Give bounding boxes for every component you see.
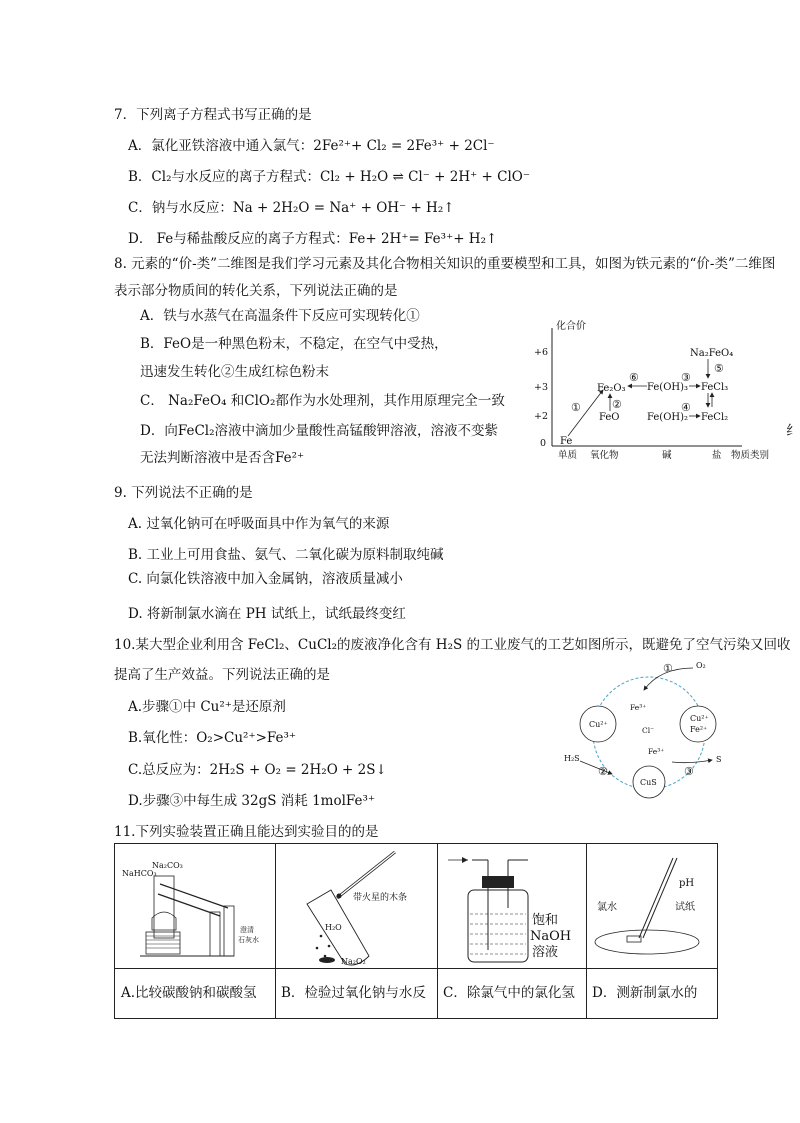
iron-valence-diagram <box>528 318 784 464</box>
q7-option-b: B．Cl₂与水反应的离子方程式：Cl₂ + H₂O ⇌ Cl⁻ + 2H⁺ + ClO⁻ <box>128 169 530 185</box>
h2s-label: H₂S <box>564 754 580 763</box>
node-feo: FeO <box>599 412 620 423</box>
q7-option-d: D． Fe与稀盐酸反应的离子方程式：Fe+ 2H⁺= Fe³⁺+ H₂↑ <box>128 231 498 247</box>
step-3-label: ③ <box>681 371 691 384</box>
solution-label-1: 饱和 <box>532 913 559 928</box>
fe2-label: Fe²⁺ <box>690 725 708 734</box>
q9-option-a: A. 过氧化钠可在呼吸面具中作为氧气的来源 <box>128 516 390 532</box>
node-fe2o3: Fe₂O₃ <box>597 383 626 394</box>
cu2-fe2-node <box>680 706 716 742</box>
cl-label: Cl⁻ <box>642 726 655 735</box>
q10-option-a: A.步骤①中 Cu²⁺是还原剂 <box>128 699 286 715</box>
step-2-label: ② <box>598 765 608 778</box>
q10-stem-line1: 10.某大型企业利用含 FeCl₂、CuCl₂的废液净化含有 H₂S 的工业废气的工艺如图所示，既避免了空气污染又回收 <box>114 637 791 653</box>
q8-option-d-line2: 无法判断溶液中是否含Fe²⁺ <box>140 450 305 466</box>
step-4-label: ④ <box>681 401 691 414</box>
y-tick-3: +3 <box>534 382 549 393</box>
apparatus-c <box>438 846 584 966</box>
q8-option-d-line1: D．向FeCl₂溶液中滴加少量酸性高锰酸钾溶液，溶液不变紫 <box>140 423 498 439</box>
q9-option-d: D. 将新制氯水滴在 PH 试纸上，试纸最终变红 <box>128 606 406 622</box>
solution-label-2: NaOH <box>530 929 572 944</box>
q10-option-c: C.总反应为：2H₂S + O₂ = 2H₂O + 2S↓ <box>128 762 387 778</box>
q9-option-b: B. 工业上可用食盐、氨气、二氧化碳为原料制取纯碱 <box>128 547 444 563</box>
x-cat-base: 碱 <box>662 450 672 461</box>
apparatus-d <box>587 846 717 966</box>
q8-option-a: A．铁与水蒸气在高温条件下反应可实现转化① <box>140 308 420 324</box>
na2co3-label: Na₂CO₃ <box>152 861 183 870</box>
h2o-label: H₂O <box>325 923 342 932</box>
o2-label: O₂ <box>696 661 706 670</box>
q9-option-c: C. 向氯化铁溶液中加入金属钠，溶液质量减小 <box>128 571 403 587</box>
chlorine-water-label: 氯水 <box>597 902 617 913</box>
fe3-label-bottom: Fe³⁺ <box>648 747 665 756</box>
caption-d: D．测新制氯水的 <box>592 985 698 1001</box>
step-3-label: ③ <box>684 765 694 778</box>
fe3-label-top: Fe³⁺ <box>630 703 647 712</box>
step-5-label: ⑤ <box>714 362 724 375</box>
q7-stem: 7．下列离子方程式书写正确的是 <box>114 107 312 123</box>
y-axis-label: 化合价 <box>556 321 586 332</box>
q8-stem-line1: 8. 元素的“价-类”二维图是我们学习元素及其化合物相关知识的重要模型和工具，如图为铁元素的“价-类”二维图 <box>114 256 776 272</box>
na2o2-label: Na₂O₂ <box>341 957 366 966</box>
cu2-label-b: Cu²⁺ <box>690 714 709 723</box>
s-label: S <box>716 755 722 764</box>
step-1-label: ① <box>663 662 673 675</box>
q10-option-b: B.氧化性：O₂>Cu²⁺>Fe³⁺ <box>128 730 297 746</box>
caption-b: B．检验过氧化钠与水反 <box>281 985 426 1001</box>
lime-label-1: 澄清 <box>240 926 254 934</box>
q8-option-b-line1: B．FeO是一种黑色粉末，不稳定，在空气中受热， <box>140 336 448 352</box>
node-fecl2: FeCl₂ <box>701 412 729 423</box>
x-cat-salt: 盐 <box>712 450 722 461</box>
caption-a: A.比较碳酸钠和碳酸氢 <box>121 985 257 1001</box>
caption-c: C．除氯气中的氯化氢 <box>443 985 575 1001</box>
y-tick-2: +2 <box>534 411 549 422</box>
q10-stem-line2: 提高了生产效益。下列说法正确的是 <box>114 667 330 683</box>
x-cat-element: 单质 <box>558 450 578 461</box>
q11-stem: 11.下列实验装置正确且能达到实验目的的是 <box>114 824 379 840</box>
node-na2feo4: Na₂FeO₄ <box>690 348 734 359</box>
cu2-label: Cu²⁺ <box>589 720 608 729</box>
lime-label-2: 石灰水 <box>238 936 259 944</box>
q7-option-a: A．氯化亚铁溶液中通入氯气：2Fe²⁺+ Cl₂ = 2Fe³⁺ + 2Cl⁻ <box>128 138 495 154</box>
q9-stem: 9. 下列说法不正确的是 <box>114 485 253 501</box>
q10-option-d: D.步骤③中每生成 32gS 消耗 1molFe³⁺ <box>128 793 376 809</box>
nahco3-label: NaHCO₃ <box>122 869 157 878</box>
ph-label: pH <box>679 878 695 889</box>
q8-stem-line2: 表示部分物质间的转化关系，下列说法正确的是 <box>114 283 398 299</box>
q8-option-c: C． Na₂FeO₄ 和ClO₂都作为水处理剂，其作用原理完全一致 <box>140 393 505 409</box>
node-fecl3: FeCl₃ <box>701 382 729 393</box>
apparatus-a <box>116 846 272 966</box>
step-2-label: ② <box>612 398 622 411</box>
x-cat-oxide: 氧化物 <box>590 450 619 461</box>
node-feoh3: Fe(OH)₃ <box>647 382 689 393</box>
q8-option-b-line2: 迅速发生转化②生成红棕色粉末 <box>140 364 329 380</box>
test-paper-label: 试纸 <box>675 902 695 913</box>
q7-option-c: C．钠与水反应：Na + 2H₂O = Na⁺ + OH⁻ + H₂↑ <box>128 200 455 216</box>
x-axis-label: 物质类别 <box>731 450 770 461</box>
y-tick-0: 0 <box>540 438 547 449</box>
y-tick-6: +6 <box>534 347 549 358</box>
step-6-label: ⑥ <box>629 371 639 384</box>
node-feoh2: Fe(OH)₂ <box>647 412 689 423</box>
node-fe: Fe <box>560 436 573 447</box>
cus-label: CuS <box>640 778 657 787</box>
purification-cycle-diagram <box>560 658 740 808</box>
apparatus-b <box>277 846 435 966</box>
solution-label-3: 溶液 <box>532 945 559 960</box>
margin-char: 纟 <box>786 423 800 439</box>
step-1-label: ① <box>571 401 581 414</box>
stick-label: 带火星的木条 <box>353 893 408 903</box>
